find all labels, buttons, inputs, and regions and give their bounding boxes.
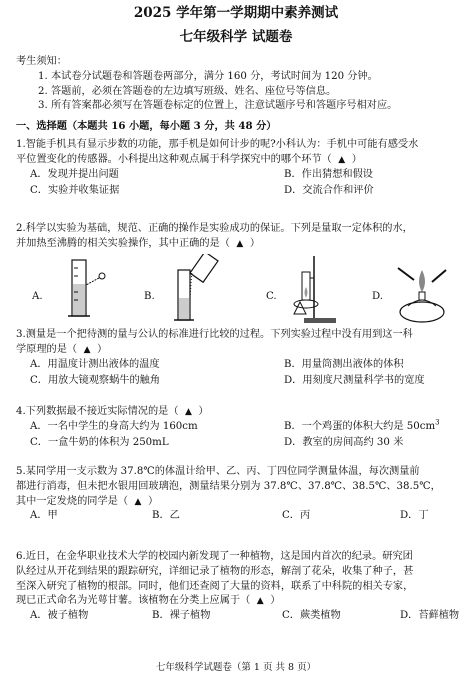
option-row: [16, 168, 464, 184]
question-text: [16, 153, 464, 168]
option-b: B．用量筒测出液体的体积: [284, 358, 404, 370]
notice-item: 1. 本试卷分试题卷和答题卷两部分，满分 160 分，考试时间为 120 分钟。: [38, 70, 378, 82]
question-text: 3.测量是一个把待测的量与公认的标准进行比较的过程。下列实验过程中没有用到这一科: [16, 329, 413, 340]
question-text-part: 学原理的是（: [16, 343, 78, 355]
option-row: [16, 509, 464, 525]
notice-item: 2. 答题前，必须在答题卷的左边填写班级、姓名、座位号等信息。: [38, 85, 337, 97]
question-text: 至深入研究了植物的根部。同时，他们还查阅了大量的资料，联系了中科院的相关专家，: [16, 580, 414, 592]
question-text-part: ）: [147, 495, 159, 507]
question-2: [16, 222, 464, 326]
option-a: A．甲: [30, 510, 58, 522]
option-b-text: B．一个鸡蛋的体积大约是 50cm: [284, 420, 436, 432]
heating-stand-figure: [280, 254, 340, 326]
exam-notice: [16, 55, 464, 114]
cylinder-reading-figure: [48, 254, 118, 326]
question-text: 都进行消毒，但未把水银用回玻璃泡，测量结果分别为 37.8℃、37.8℃、38.5℃、38.5℃，: [16, 480, 441, 492]
question-3: [16, 328, 464, 390]
spirit-lamp-figure: [388, 254, 458, 326]
question-text: [16, 343, 464, 358]
option-c: C．实验并收集证据: [30, 184, 120, 196]
option-row: [16, 420, 464, 436]
option-c: C．用放大镜观察蜗牛的触角: [30, 374, 161, 386]
option-row: [16, 358, 464, 374]
option-a: A．用温度计测出液体的温度: [30, 358, 160, 370]
figure-row: [16, 254, 464, 326]
notice-item: 3. 所有答案都必须写在答题卷标定的位置上，注意试题序号和答题序号相对应。: [38, 100, 398, 112]
option-d: D．交流合作和评价: [284, 184, 374, 196]
option-c: C．丙: [282, 510, 311, 522]
option-a: A．一名中学生的身高大约为 160cm: [30, 420, 198, 432]
answer-mark-icon: ▲: [338, 154, 346, 165]
question-6: [16, 550, 464, 625]
question-text-part: 平位置变化的传感器。小科提出这种观点属于科学探究中的哪个环节（: [16, 153, 332, 165]
option-row: [16, 184, 464, 200]
question-text: 5.某同学用一支示数为 37.8℃的体温计给甲、乙、丙、丁四位同学测量体温，每次测量前: [16, 466, 420, 477]
section-heading: 一、选择题（本题共 16 小题，每小题 3 分，共 48 分）: [16, 120, 277, 132]
question-text: 队经过从开花到结果的跟踪研究，详细记录了植物的形态，解剖了花朵，收集了种子，甚: [16, 565, 414, 577]
figure-label-b: B.: [144, 290, 155, 302]
answer-mark-icon: ▲: [83, 344, 91, 355]
question-text-part: ）: [351, 153, 362, 165]
figure-label-a: A.: [32, 290, 43, 302]
question-text-part: ）: [270, 595, 281, 607]
figure-label-c: C.: [266, 290, 277, 302]
question-text-part: ）: [97, 343, 108, 355]
option-row: [16, 609, 464, 625]
answer-mark-icon: ▲: [185, 407, 192, 417]
question-text: [16, 237, 464, 252]
option-b: B．裸子植物: [152, 610, 211, 622]
option-b: B．作出猜想和假设: [284, 168, 373, 180]
question-text: 2.科学以实验为基础，规范、正确的操作是实验成功的保证。下列是量取一定体积的水，: [16, 223, 413, 234]
question-1: [16, 138, 464, 200]
option-d: D．教室的房间高约 30 米: [284, 436, 404, 448]
option-a: A．被子植物: [30, 610, 89, 622]
question-4: [16, 405, 464, 452]
option-c: C．一盒牛奶的体积为 250mL: [30, 436, 169, 448]
question-text-part: 其中一定发烧的同学是（: [16, 495, 129, 507]
question-text-part: ）: [249, 237, 261, 249]
pouring-liquid-figure: [156, 254, 236, 326]
option-row: [16, 374, 464, 390]
question-text: [16, 405, 464, 420]
option-d: D．用刻度尺测量科学书的宽度: [284, 374, 425, 386]
question-text: 6.近日，在金华职业技术大学的校园内新发现了一种植物，这是国内首次的纪录。研究团: [16, 551, 413, 562]
option-d: D．苔藓植物: [400, 610, 460, 622]
option-d: D．丁: [400, 510, 429, 522]
notice-heading: 考生须知：: [16, 56, 67, 67]
question-text-part: 4.下列数据最不接近实际情况的是（: [16, 406, 179, 417]
exam-title: 2025 学年第一学期期中素养测试: [133, 5, 339, 21]
option-a: A．发现并提出问题: [30, 168, 119, 180]
question-5: [16, 465, 464, 525]
question-text: [16, 495, 464, 510]
answer-mark-icon: ▲: [236, 238, 244, 249]
question-text: [16, 594, 464, 609]
page-footer: 七年级科学试题卷（第 1 页 共 8 页）: [155, 662, 317, 673]
question-text-part: ）: [198, 406, 209, 417]
option-b: [284, 420, 440, 435]
superscript: 3: [435, 418, 440, 427]
figure-label-d: D.: [372, 290, 384, 302]
option-c: C．蕨类植物: [282, 610, 341, 622]
option-row: [16, 436, 464, 452]
option-b: B．乙: [152, 510, 180, 522]
answer-mark-icon: ▲: [256, 596, 264, 607]
question-text-part: 并加热至沸腾的相关实验操作，其中正确的是（: [16, 237, 230, 249]
answer-mark-icon: ▲: [134, 496, 142, 507]
question-text: 1.智能手机具有显示步数的功能，那手机是如何计步的呢?小科认为：手机中可能有感受水: [16, 139, 419, 150]
question-text-part: 现已正式命名为光萼甘薯。该植物在分类上应属于（: [16, 595, 251, 607]
exam-subtitle: 七年级科学 试题卷: [179, 29, 293, 45]
